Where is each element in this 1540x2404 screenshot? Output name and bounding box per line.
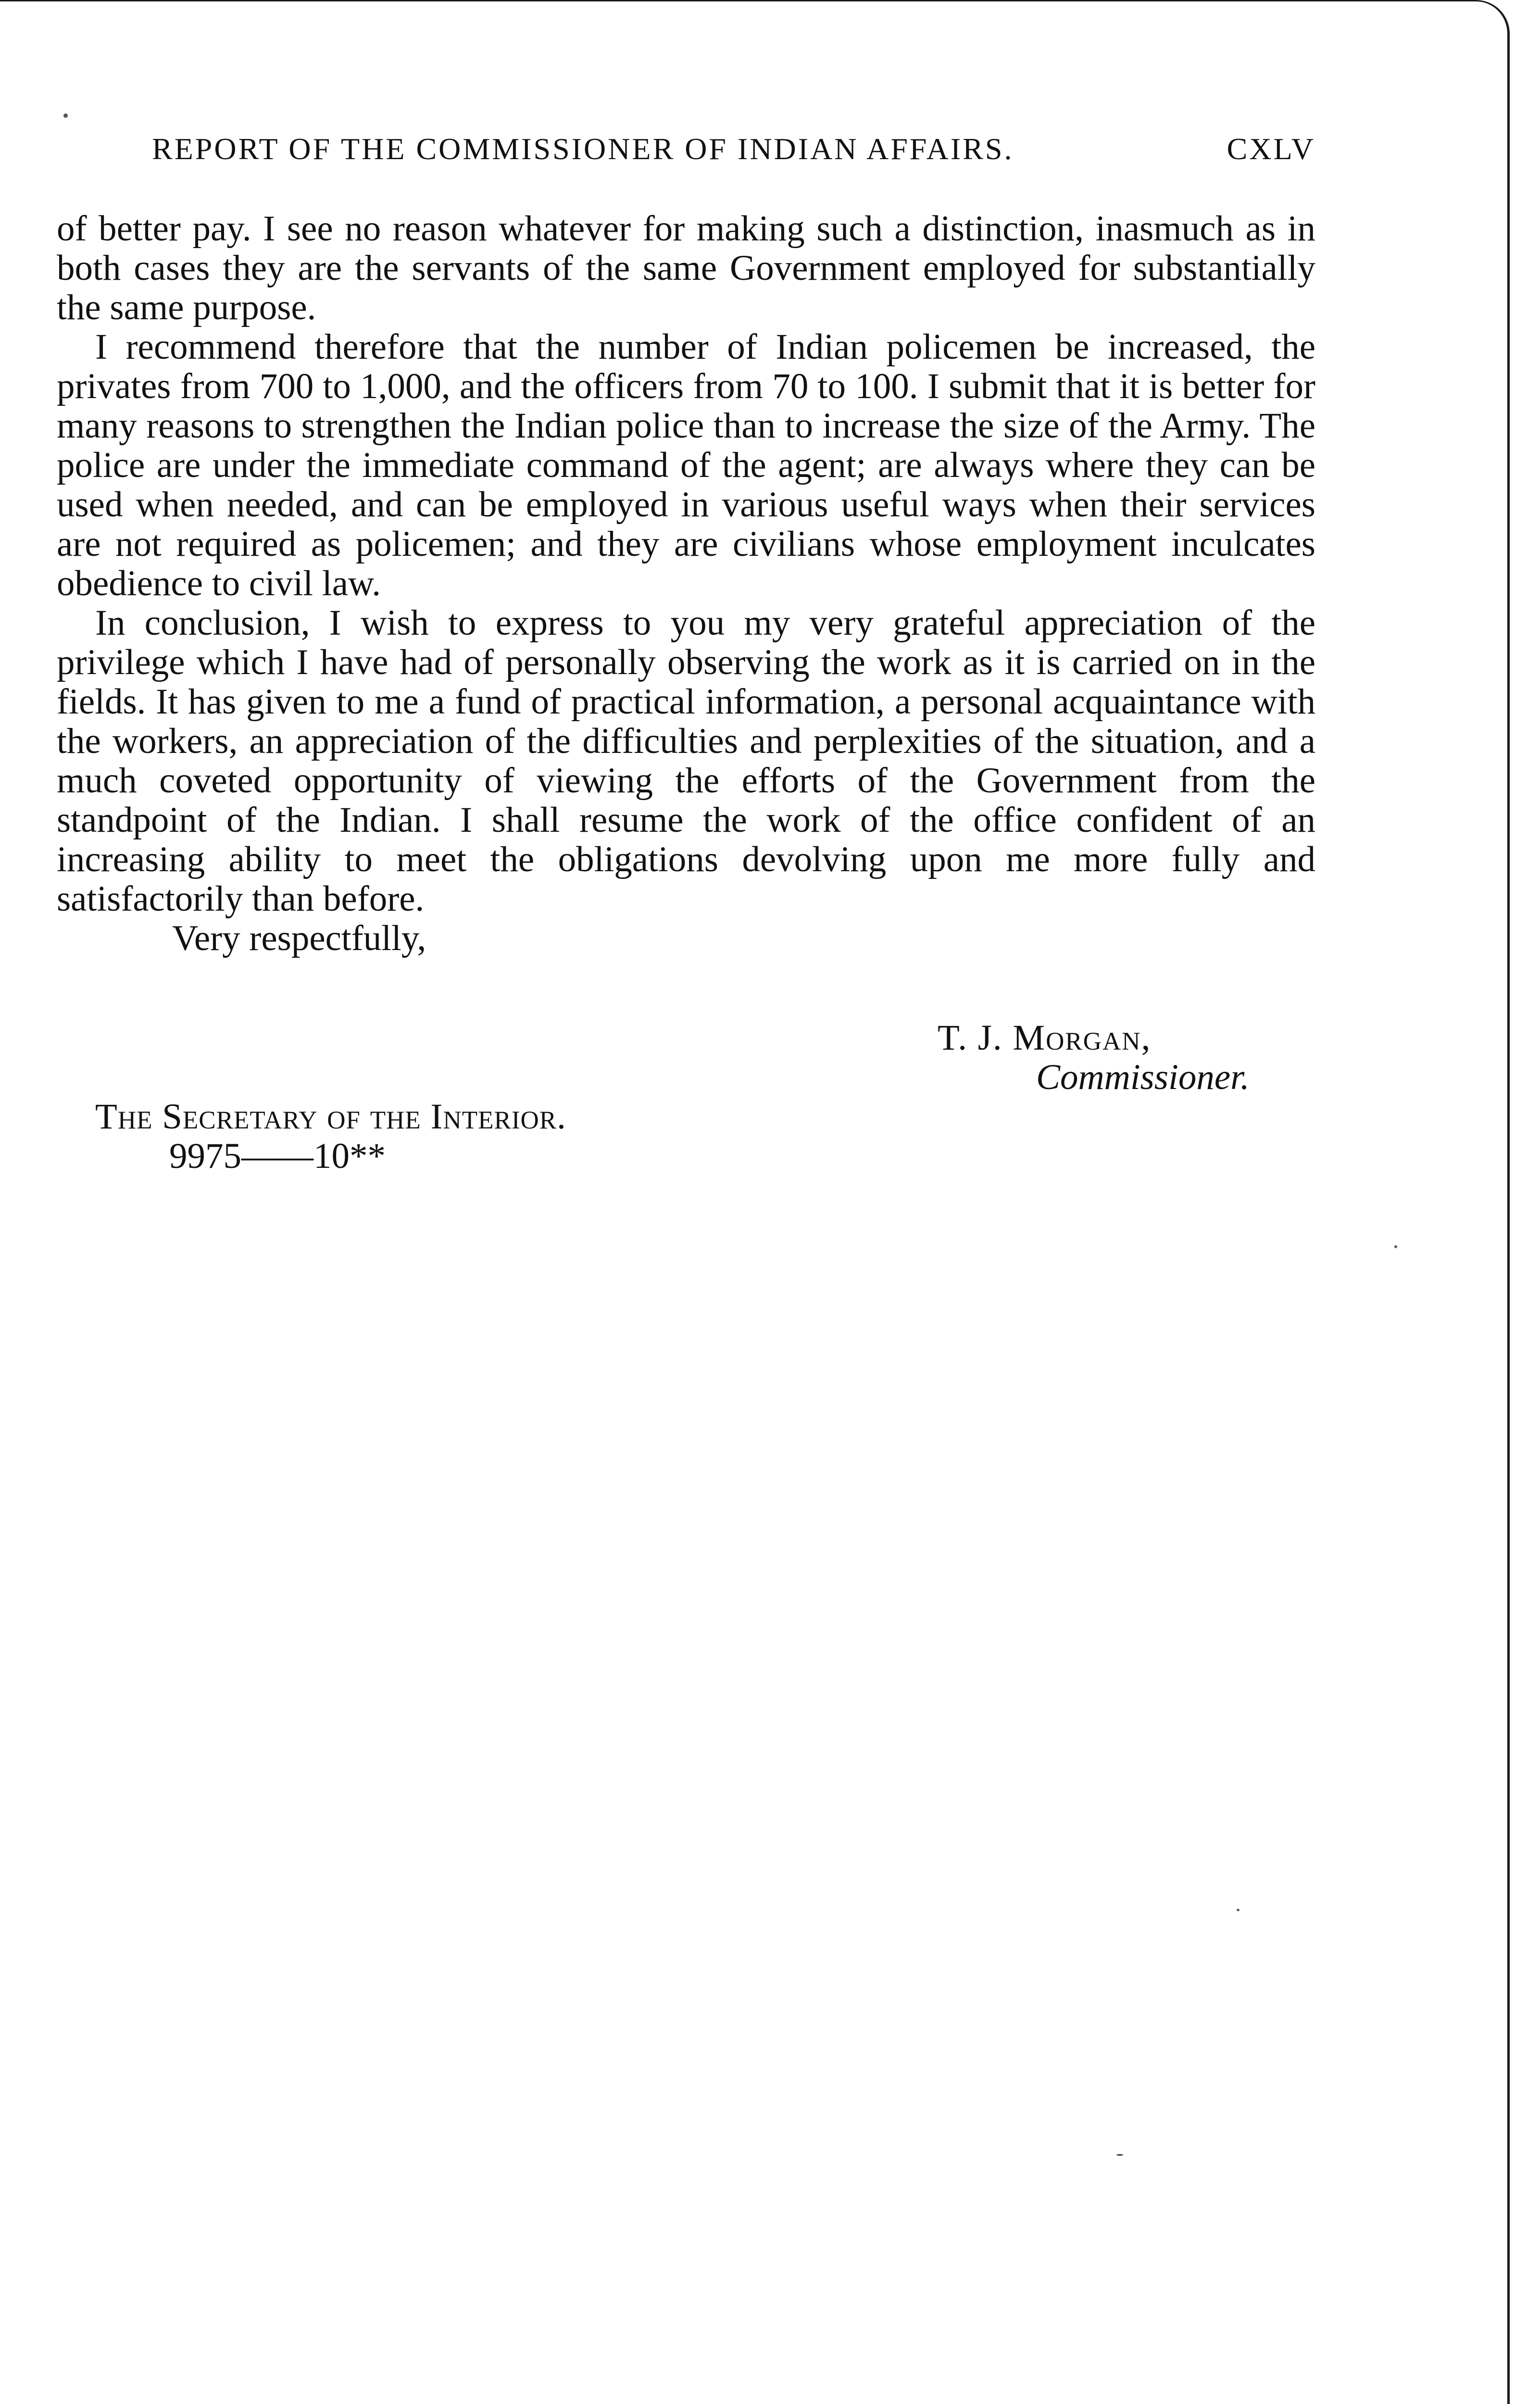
paragraph-continuation: of better pay. I see no reason whatever for making such a distinction, inasmuch as in both cases they are the servants of the same Government employed for substantially the same purpose. xyxy=(57,209,1315,327)
page-number: CXLV xyxy=(1227,132,1315,166)
print-code: 9975——10** xyxy=(169,1136,386,1176)
addressee: The Secretary of the Interior. xyxy=(95,1097,566,1137)
header-title: REPORT OF THE COMMISSIONER OF INDIAN AFFAIRS. xyxy=(152,132,1014,166)
scan-speck xyxy=(1116,2154,1123,2156)
signature-title: Commissioner. xyxy=(1036,1057,1250,1097)
closing-salutation: Very respectfully, xyxy=(172,918,426,958)
scan-speck xyxy=(1237,1909,1240,1911)
paragraph-conclusion: In conclusion, I wish to express to you my very grateful appreciation of the privilege which I have had of personally observing the work as it is carried on in the fields. It has given to me a fund of practical information, a personal acquaintance with the workers, an appreciation of the difficulties and perplexities of the situation, and a much coveted opportunity of viewing the efforts of the Government from the standpoint of the Indian. I shall resume the work of the office confident of an increasing ability to meet the obligations devolving upon me more fully and satisfactorily than before. xyxy=(57,603,1315,919)
signature-block xyxy=(938,1018,1250,1097)
signature-name: T. J. Morgan, xyxy=(938,1018,1152,1058)
paragraph-recommendation: I recommend therefore that the number of Indian policemen be increased, the privates from 700 to 1,000, and the officers from 70 to 100. I submit that it is better for many reasons to strengthen the Indian police than to increase the size of the Army. The police are under the immediate command of the agent; are always where they can be used when needed, and can be employed in various useful ways when their services are not required as policemen; and they are civilians whose employment inculcates obedience to civil law. xyxy=(57,327,1315,603)
running-head xyxy=(152,130,1315,168)
scan-speck xyxy=(63,113,68,118)
body-text xyxy=(57,209,1315,958)
scan-speck xyxy=(1394,1245,1397,1248)
